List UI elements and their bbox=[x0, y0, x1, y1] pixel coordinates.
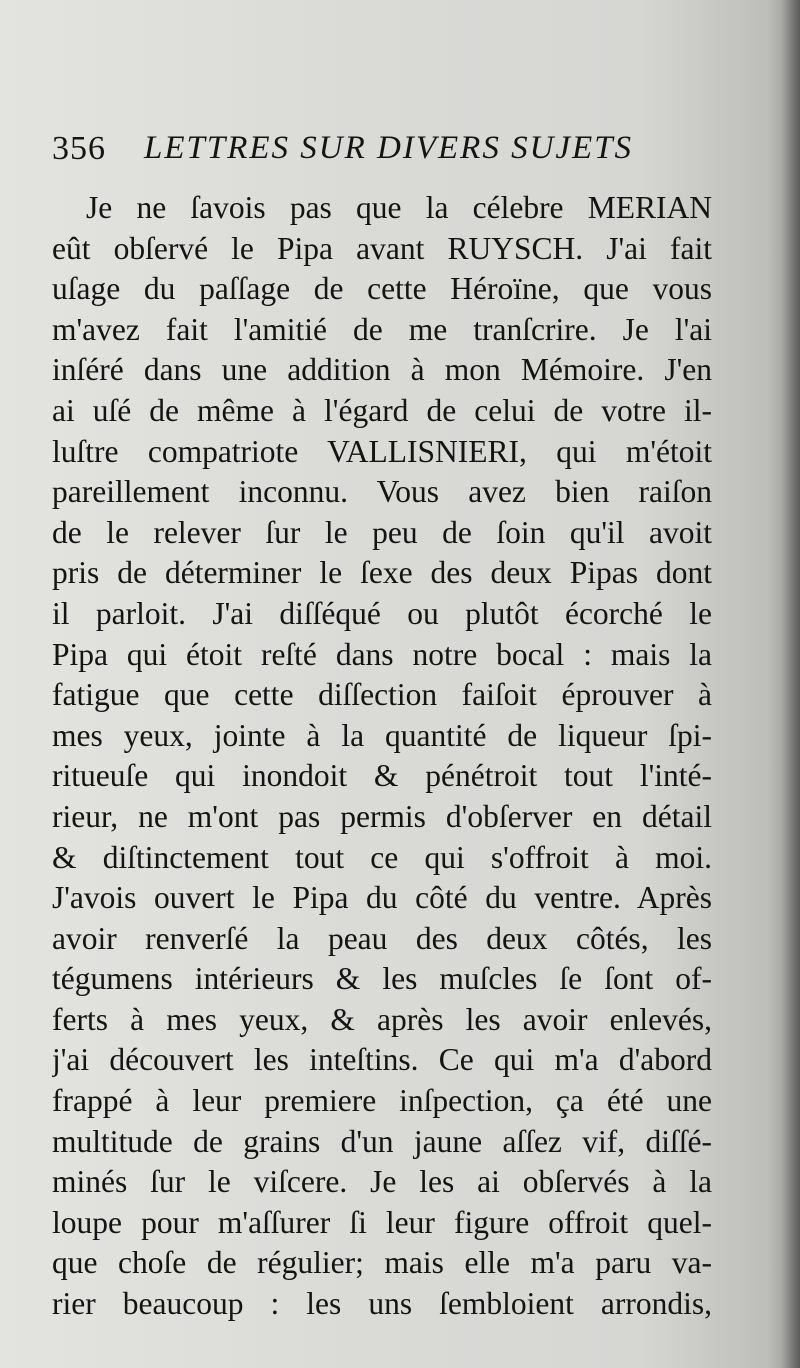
text-line: inſéré dans une addition à mon Mémoire. J'en bbox=[52, 352, 712, 388]
text-line: de le relever ſur le peu de ſoin qu'il avoit bbox=[52, 514, 712, 550]
text-line: frappé à leur premiere inſpection, ça été une bbox=[52, 1083, 712, 1119]
text-line: J'avois ouvert le Pipa du côté du ventre. Après bbox=[52, 880, 712, 916]
text-line: rieur, ne m'ont pas permis d'obſerver en détail bbox=[52, 798, 712, 834]
text-line: loupe pour m'aſſurer ſi leur figure offroit quel- bbox=[52, 1204, 712, 1240]
text-line: & diſtinctement tout ce qui s'offroit à moi. bbox=[52, 839, 712, 875]
text-line: luſtre compatriote VALLISNIERI, qui m'étoit bbox=[52, 433, 712, 469]
page-edge-shadow bbox=[782, 0, 800, 1368]
text-line: eût obſervé le Pipa avant RUYSCH. J'ai fait bbox=[52, 230, 712, 266]
page-header bbox=[52, 120, 752, 180]
text-line: fatigue que cette diſſection faiſoit éprouver à bbox=[52, 677, 712, 713]
text-line: multitude de grains d'un jaune aſſez vif, diſſé- bbox=[52, 1123, 712, 1159]
text-line: ritueuſe qui inondoit & pénétroit tout l'inté- bbox=[52, 758, 712, 794]
running-head: LETTRES SUR DIVERS SUJETS bbox=[144, 130, 634, 166]
text-line: Je ne ſavois pas que la célebre MERIAN bbox=[86, 190, 712, 225]
text-line: pris de déterminer le ſexe des deux Pipas dont bbox=[52, 555, 712, 591]
text-line: ferts à mes yeux, & après les avoir enlevés, bbox=[52, 1001, 712, 1037]
text-line: ai uſé de même à l'égard de celui de votre il- bbox=[52, 392, 712, 428]
text-line: m'avez fait l'amitié de me tranſcrire. Je l'ai bbox=[52, 311, 712, 347]
text-line: tégumens intérieurs & les muſcles ſe ſont of- bbox=[52, 961, 712, 997]
text-line: il parloit. J'ai diſſéqué ou plutôt écorché le bbox=[52, 595, 712, 631]
text-line: rier beaucoup : les uns ſembloient arrondis, bbox=[52, 1286, 712, 1322]
text-line: pareillement inconnu. Vous avez bien raiſon bbox=[52, 474, 712, 510]
body-text bbox=[52, 188, 712, 1325]
text-line: avoir renverſé la peau des deux côtés, les bbox=[52, 920, 712, 956]
text-line: uſage du paſſage de cette Héroïne, que vous bbox=[52, 271, 712, 307]
text-line: j'ai découvert les inteſtins. Ce qui m'a d'abord bbox=[52, 1042, 712, 1078]
page-number: 356 bbox=[52, 130, 106, 167]
text-line: minés ſur le viſcere. Je les ai obſervés à la bbox=[52, 1164, 712, 1200]
text-line: Pipa qui étoit reſté dans notre bocal : mais la bbox=[52, 636, 712, 672]
text-line: que choſe de régulier; mais elle m'a paru va- bbox=[52, 1245, 712, 1281]
text-line: mes yeux, jointe à la quantité de liqueur ſpi- bbox=[52, 717, 712, 753]
